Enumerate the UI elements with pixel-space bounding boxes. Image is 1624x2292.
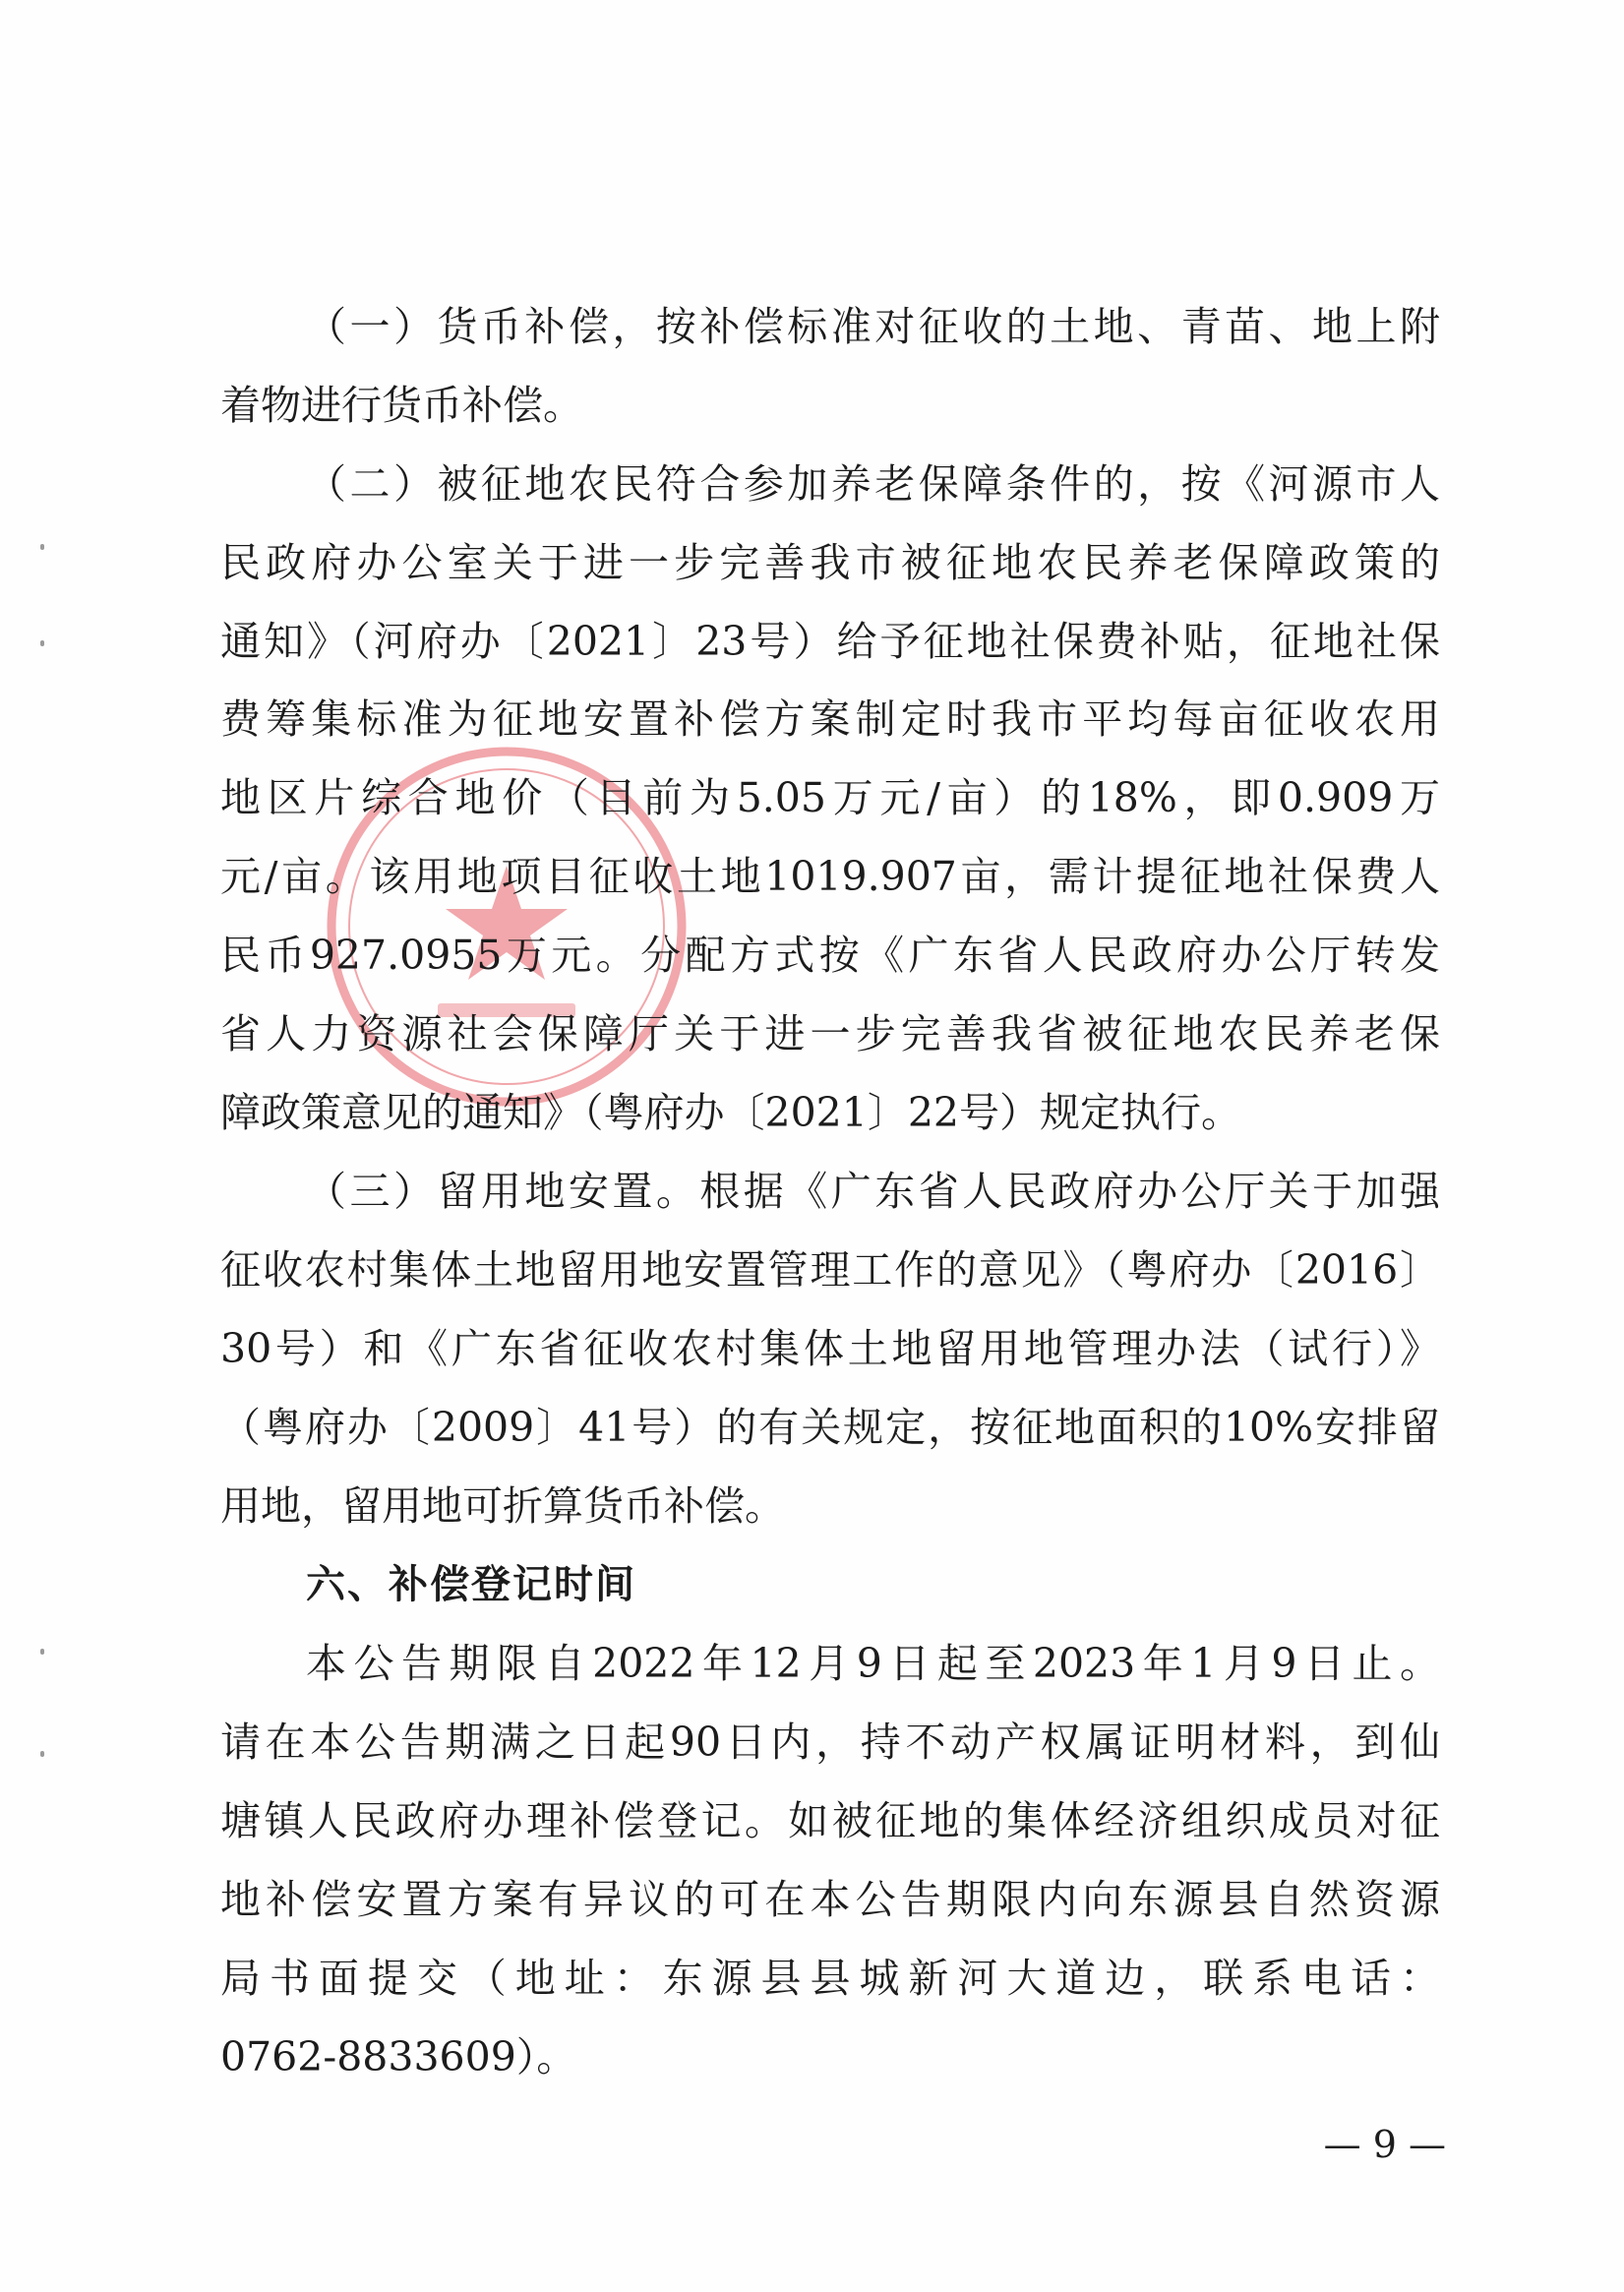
text-line: 征收农村集体土地留用地安置管理工作的意见》（粤府办〔2016〕 [220, 1246, 1440, 1294]
section-heading: 六、补偿登记时间 [306, 1562, 636, 1607]
text-line: （一）货币补偿，按补偿标准对征收的土地、青苗、地上附 [306, 303, 1440, 350]
text-line: 通知》（河府办〔2021〕23号）给予征地社保费补贴，征地社保 [220, 618, 1440, 665]
text-line: 地补偿安置方案有异议的可在本公告期限内向东源县自然资源 [220, 1876, 1440, 1923]
page-number: — 9 — [1323, 2123, 1446, 2166]
margin-mark [40, 544, 44, 550]
text-line: 请在本公告期满之日起90日内，持不动产权属证明材料，到仙 [220, 1719, 1440, 1766]
text-line: 民政府办公室关于进一步完善我市被征地农民养老保障政策的 [220, 539, 1440, 586]
margin-mark [40, 640, 44, 646]
text-line: 着物进行货币补偿。 [220, 382, 583, 429]
text-line: （三）留用地安置。根据《广东省人民政府办公厅关于加强 [306, 1168, 1440, 1215]
text-line: 障政策意见的通知》（粤府办〔2021〕22号）规定执行。 [220, 1089, 1242, 1136]
text-line: 省人力资源社会保障厅关于进一步完善我省被征地农民养老保 [220, 1010, 1440, 1057]
margin-mark [40, 1751, 44, 1757]
text-line: 塘镇人民政府办理补偿登记。如被征地的集体经济组织成员对征 [220, 1797, 1440, 1844]
text-line: 地区片综合地价（目前为5.05万元/亩）的18%，即0.909万 [220, 774, 1440, 821]
text-line: 元/亩。该用地项目征收土地1019.907亩，需计提征地社保费人 [220, 853, 1440, 900]
text-line: 局书面提交（地址：东源县县城新河大道边，联系电话： [220, 1955, 1440, 2002]
text-line: 本公告期限自2022年12月9日起至2023年1月9日止。 [306, 1640, 1440, 1687]
text-line: （粤府办〔2009〕41号）的有关规定，按征地面积的10%安排留 [220, 1404, 1440, 1451]
text-line: 民币927.0955万元。分配方式按《广东省人民政府办公厅转发 [220, 932, 1440, 979]
text-line: （二）被征地农民符合参加养老保障条件的，按《河源市人 [306, 460, 1440, 508]
margin-mark [40, 1649, 44, 1655]
text-line: 费筹集标准为征地安置补偿方案制定时我市平均每亩征收农用 [220, 695, 1440, 743]
text-line: 0762-8833609）。 [220, 2033, 577, 2081]
text-line: 用地，留用地可折算货币补偿。 [220, 1482, 785, 1530]
text-line: 30号）和《广东省征收农村集体土地留用地管理办法（试行）》 [220, 1325, 1440, 1372]
